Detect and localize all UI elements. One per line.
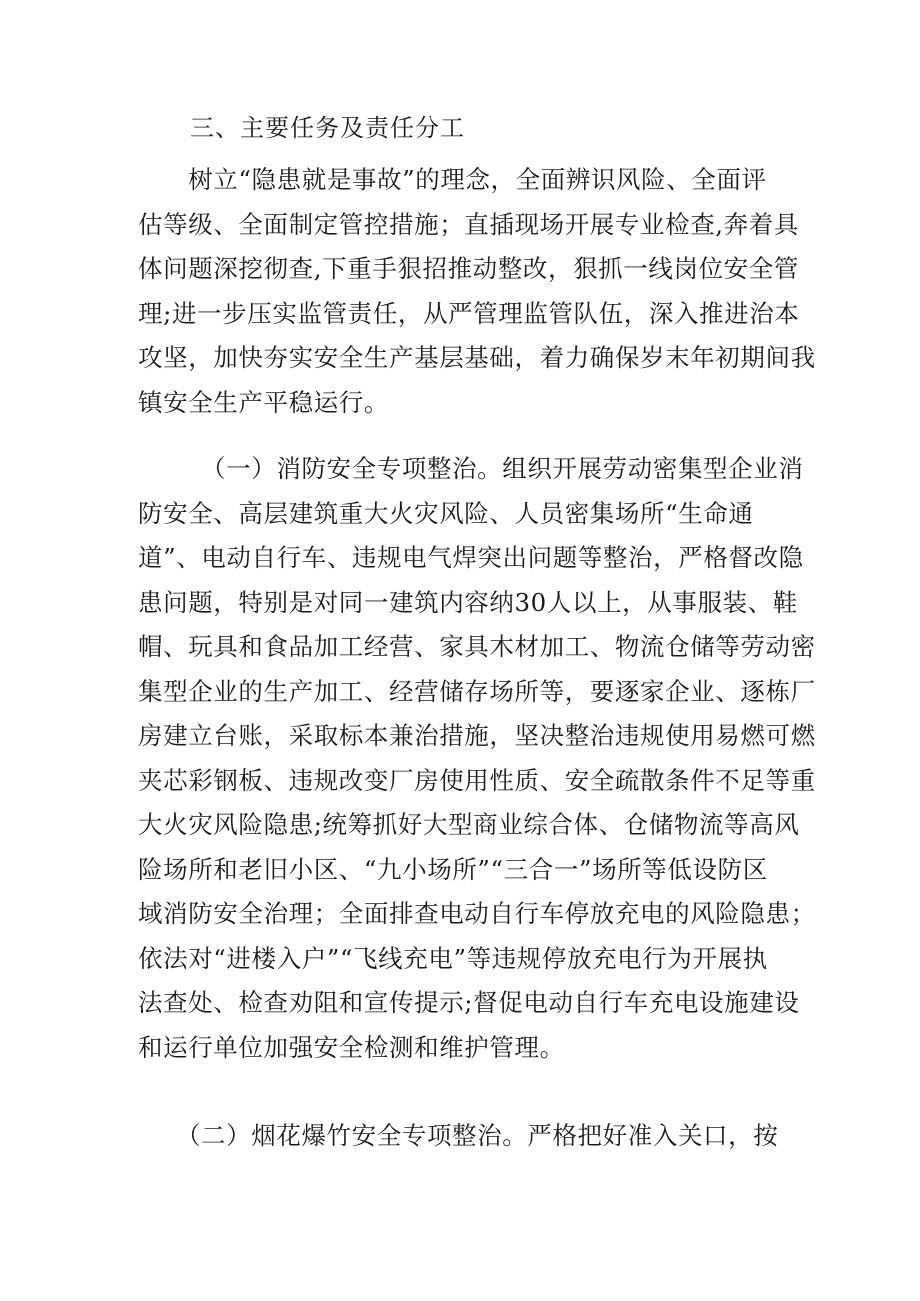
text-line: （二）烟花爆竹安全专项整治。严格把好准入关口，按 xyxy=(138,1121,779,1150)
text-line: 险场所和老旧小区、“九小场所”“三合一”场所等低设防区 xyxy=(138,854,768,884)
text-line: 理;进一步压实监管责任，从严管理监管队伍，深入推进治本 xyxy=(138,298,800,328)
text-line: 道”、电动自行车、违规电气焊突出问题等整治，严格督改隐 xyxy=(138,543,804,572)
paragraph-fire-safety xyxy=(138,447,816,1070)
text-line: 体问题深挖彻查,下重手狠招推动整改，狠抓一线岗位安全管 xyxy=(138,254,799,283)
text-line: 患问题，特别是对同一建筑内容纳30人以上，从事服装、鞋 xyxy=(138,587,798,617)
text-line: 域消防安全治理；全面排查电动自行车停放充电的风险隐患； xyxy=(138,899,816,928)
text-line: 大火灾风险隐患;统筹抓好大型商业综合体、仓储物流等高风 xyxy=(138,810,800,839)
text-line: 集型企业的生产加工、经营储存场所等，要逐家企业、逐栋厂 xyxy=(138,676,816,706)
text-line: 树立“隐患就是事故”的理念，全面辨识风险、全面评 xyxy=(138,165,767,194)
paragraph-intro xyxy=(138,158,816,425)
paragraph-fireworks-safety xyxy=(138,1114,798,1159)
text-line: 帽、玩具和食品加工经营、家具木材加工、物流仓储等劳动密 xyxy=(138,632,816,661)
text-line: 防安全、高层建筑重大火灾风险、人员密集场所“生命通 xyxy=(138,498,754,528)
text-line: 攻坚，加快夯实安全生产基层基础，着力确保岁末年初期间我 xyxy=(138,343,816,372)
text-line: 夹芯彩钢板、违规改变厂房使用性质、安全疏散条件不足等重 xyxy=(138,765,816,795)
text-line: 法查处、检查劝阻和宣传提示;督促电动自行车充电设施建设 xyxy=(138,988,800,1017)
text-line: （一）消防安全专项整治。组织开展劳动密集型企业消 xyxy=(138,454,804,483)
text-line: 房建立台账，采取标本兼治措施，坚决整治违规使用易燃可燃 xyxy=(138,721,816,750)
text-line: 估等级、全面制定管控措施；直插现场开展专业检查,奔着具 xyxy=(138,209,799,239)
text-line: 依法对“进楼入户”“飞线充电”等违规停放充电行为开展执 xyxy=(138,943,768,973)
text-line: 和运行单位加强安全检测和维护管理。 xyxy=(138,1032,565,1062)
text-line: 镇安全生产平稳运行。 xyxy=(138,387,389,417)
section-heading: 三、主要任务及责任分工 xyxy=(190,114,465,142)
